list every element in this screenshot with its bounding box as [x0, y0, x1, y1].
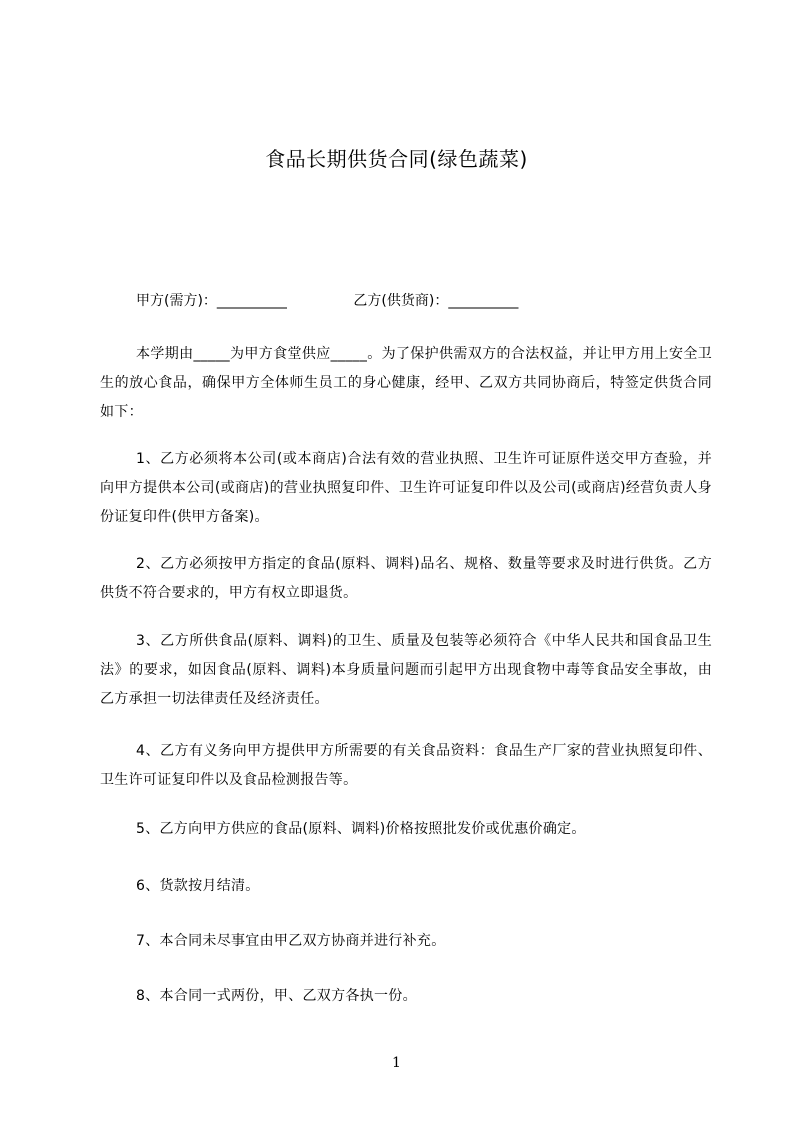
clause-8: 8、本合同一式两份，甲、乙双方各执一份。 — [136, 988, 417, 1004]
clause-1: 1、乙方必须将本公司(或本商店)合法有效的营业执照、卫生许可证原件送交甲方查验，并向甲方提供本公司(或商店)的营业执照复印件、卫生许可证复印件以及公司(或商店)经营负责人身份证复印件(供甲方备案)。 — [100, 451, 712, 525]
clause-3: 3、乙方所供食品(原料、调料)的卫生、质量及包装等必须符合《中华人民共和国食品卫生法》的要求，如因食品(原料、调料)本身质量问题而引起甲方出现食物中毒等食品安全事故，由乙方承担一切法律责任及经济责任。 — [100, 633, 712, 707]
clause-5: 5、乙方向甲方供应的食品(原料、调料)价格按照批发价或优惠价确定。 — [136, 821, 586, 837]
party-a-field: 甲方(需方)：__________ — [136, 293, 287, 309]
intro-paragraph: 本学期由_____为甲方食堂供应_____。为了保护供需双方的合法权益，并让甲方用上安全卫生的放心食品，确保甲方全体师生员工的身心健康，经甲、乙双方共同协商后，特签定供货合同如下： — [100, 346, 712, 420]
page-number: 1 — [392, 1055, 401, 1071]
clause-7: 7、本合同未尽事宜由甲乙双方协商并进行补充。 — [136, 933, 446, 949]
document-title: 食品长期供货合同(绿色蔬菜) — [265, 147, 528, 171]
clause-4: 4、乙方有义务向甲方提供甲方所需要的有关食品资料：食品生产厂家的营业执照复印件、卫生许可证复印件以及食品检测报告等。 — [100, 743, 712, 788]
party-b-field: 乙方(供货商)：__________ — [353, 293, 519, 309]
parties-line — [136, 290, 518, 310]
clause-6: 6、货款按月结清。 — [136, 878, 260, 894]
clause-2: 2、乙方必须按甲方指定的食品(原料、调料)品名、规格、数量等要求及时进行供货。乙方供货不符合要求的，甲方有权立即退货。 — [100, 556, 712, 601]
